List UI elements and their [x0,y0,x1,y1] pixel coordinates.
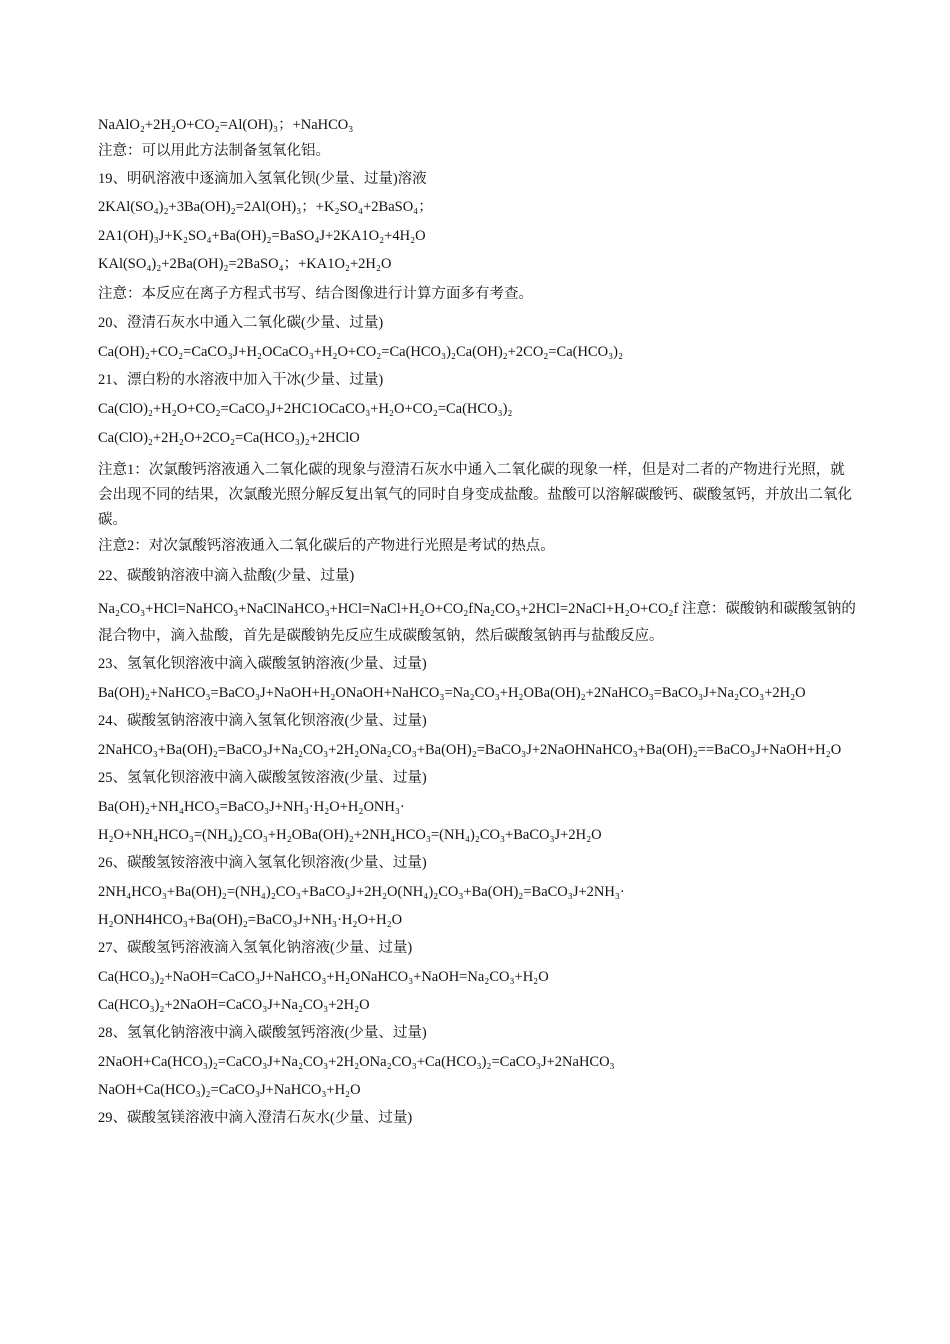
section-heading: 25、氢氧化钡溶液中滴入碳酸氢铵溶液(少量、过量) [98,770,427,786]
formula-paragraph: Ba(OH)₂+NaHCO₃=BaCO₃J+NaOH+H₂ONaOH+NaHCO₃=Na₂CO₃+H₂OBa(OH)₂+2NaHCO₃=BaCO₃J+Na₂CO₃+2H₂O [98,685,806,701]
formula-paragraph: 2NaHCO₃+Ba(OH)₂=BaCO₃J+Na₂CO₃+2H₂ONa₂CO₃+Ba(OH)₂=BaCO₃J+2NaOHNaHCO₃+Ba(OH)₂==BaCO₃J+NaOH+H₂O [98,742,842,758]
formula-line: 2A1(OH)₃J+K₂SO₄+Ba(OH)₂=BaSO₄J+2KA1O₂+4H₂O [98,228,426,244]
formula-line: Ca(HCO₃)₂+NaOH=CaCO₃J+NaHCO₃+H₂ONaHCO₃+NaOH=Na₂CO₃+H₂O [98,969,549,985]
section-heading: 20、澄清石灰水中通入二氧化碳(少量、过量) [98,315,384,331]
section-heading: 29、碳酸氢镁溶液中滴入澄清石灰水(少量、过量) [98,1110,413,1126]
section-heading: 19、明矾溶液中逐滴加入氢氧化钡(少量、过量)溶液 [98,171,427,187]
section-heading: 24、碳酸氢钠溶液中滴入氢氧化钡溶液(少量、过量) [98,713,427,729]
formula-line: H₂O+NH₄HCO₃=(NH₄)₂CO₃+H₂OBa(OH)₂+2NH₄HCO₃=(NH₄)₂CO₃+BaCO₃J+2H₂O [98,827,602,843]
note-line: 注意：本反应在离子方程式书写、结合图像进行计算方面多有考查。 [98,286,533,302]
formula-line: NaAlO₂+2H₂O+CO₂=Al(OH)₃；+NaHCO₃ [98,117,354,133]
section-heading: 26、碳酸氢铵溶液中滴入氢氧化钡溶液(少量、过量) [98,855,427,871]
formula-line: Ca(OH)₂+CO₂=CaCO₃J+H₂OCaCO₃+H₂O+CO₂=Ca(HCO₃)₂Ca(OH)₂+2CO₂=Ca(HCO₃)₂ [98,344,624,360]
note-paragraph: 注意1：次氯酸钙溶液通入二氧化碳的现象与澄清石灰水中通入二氧化碳的现象一样，但是对二者的产物进行光照，就会出现不同的结果，次氯酸光照分解反复出氧气的同时自身变成盐酸。盐酸可以溶解碳酸钙、碳酸氢钙，并放出二氧化碳。 [98,462,852,528]
formula-line: 2NaOH+Ca(HCO₃)₂=CaCO₃J+Na₂CO₃+2H₂ONa₂CO₃+Ca(HCO₃)₂=CaCO₃J+2NaHCO₃ [98,1054,615,1070]
formula-line: Ca(ClO)₂+H₂O+CO₂=CaCO₃J+2HC1OCaCO₃+H₂O+CO₂=Ca(HCO₃)₂ [98,401,513,417]
formula-line: KAl(SO₄)₂+2Ba(OH)₂=2BaSO₄；+KA1O₂+2H₂O [98,256,392,272]
note-line: 注意2：对次氯酸钙溶液通入二氧化碳后的产物进行光照是考试的热点。 [98,538,555,554]
section-heading: 27、碳酸氢钙溶液滴入氢氧化钠溶液(少量、过量) [98,940,413,956]
formula-line: 2KAl(SO₄)₂+3Ba(OH)₂=2Al(OH)₃；+K₂SO₄+2BaSO₄； [98,199,433,215]
section-heading: 28、氢氧化钠溶液中滴入碳酸氢钙溶液(少量、过量) [98,1025,427,1041]
formula-line: H₂ONH4HCO₃+Ba(OH)₂=BaCO₃J+NH₃·H₂O+H₂O [98,912,403,928]
formula-line: Ca(ClO)₂+2H₂O+2CO₂=Ca(HCO₃)₂+2HClO [98,430,360,446]
section-heading: 23、氢氧化钡溶液中滴入碳酸氢钠溶液(少量、过量) [98,656,427,672]
formula-paragraph: Na₂CO₃+HCl=NaHCO₃+NaClNaHCO₃+HCl=NaCl+H₂O+CO₂fNa₂CO₃+2HCl=2NaCl+H₂O+CO₂f 注意：碳酸钠和碳酸氢钠的混合物中，滴入盐酸，首先是碳酸钠先反应生成碳酸氢钠，然后碳酸氢钠再与盐酸反应。 [98,601,856,644]
section-heading: 21、漂白粉的水溶液中加入干冰(少量、过量) [98,372,384,388]
formula-line: Ba(OH)₂+NH₄HCO₃=BaCO₃J+NH₃·H₂O+H₂ONH₃· [98,799,405,815]
formula-line: NaOH+Ca(HCO₃)₂=CaCO₃J+NaHCO₃+H₂O [98,1082,361,1098]
note-line: 注意：可以用此方法制备氢氧化铝。 [98,143,330,159]
formula-line: 2NH₄HCO₃+Ba(OH)₂=(NH₄)₂CO₃+BaCO₃J+2H₂O(NH₄)₂CO₃+Ba(OH)₂=BaCO₃J+2NH₃· [98,884,625,900]
formula-line: Ca(HCO₃)₂+2NaOH=CaCO₃J+Na₂CO₃+2H₂O [98,997,370,1013]
section-heading: 22、碳酸钠溶液中滴入盐酸(少量、过量) [98,568,355,584]
